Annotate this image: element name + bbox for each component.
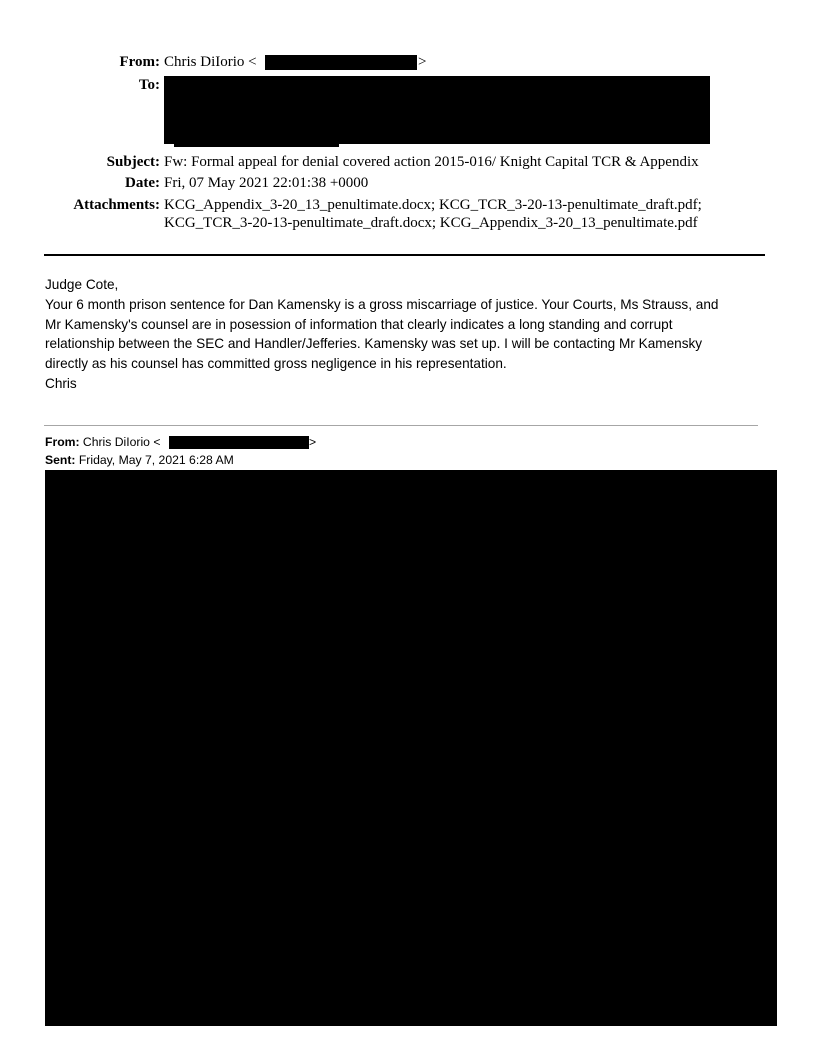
attachments-label: Attachments: <box>73 197 160 213</box>
forwarded-sent-value: Friday, May 7, 2021 6:28 AM <box>75 453 234 467</box>
body-line: Chris <box>45 375 77 391</box>
from-suffix: > <box>418 54 427 70</box>
forwarded-from-suffix: > <box>309 435 317 449</box>
attachments-row-2 <box>0 213 780 233</box>
date-row <box>0 173 780 193</box>
subject-value: Fw: Formal appeal for denial covered action 2015-016/ Knight Capital TCR & Appendix <box>164 154 699 170</box>
body-line: Your 6 month prison sentence for Dan Kamensky is a gross miscarriage of justice. Your Courts, Ms Strauss, and <box>45 296 719 312</box>
redaction-forwarded-email <box>169 436 309 449</box>
attachments-line-1[interactable]: KCG_Appendix_3-20_13_penultimate.docx; KCG_TCR_3-20-13-penultimate_draft.pdf; <box>164 197 702 213</box>
subject-row <box>0 152 780 172</box>
forwarded-from-label: From: <box>45 435 80 449</box>
date-value: Fri, 07 May 2021 22:01:38 +0000 <box>164 175 369 191</box>
body-line: Mr Kamensky's counsel are in posession of information that clearly indicates a long standing and corrupt <box>45 316 673 332</box>
to-label: To: <box>138 77 160 93</box>
redaction-forwarded-body <box>45 470 777 1026</box>
header-divider <box>44 254 765 256</box>
forwarded-sent-label: Sent: <box>45 453 76 467</box>
body-line: directly as his counsel has committed gross negligence in his representation. <box>45 356 507 372</box>
redaction-to-tail <box>174 140 339 147</box>
attachments-row <box>0 195 780 215</box>
attachments-line-2[interactable]: KCG_TCR_3-20-13-penultimate_draft.docx; KCG_Appendix_3-20_13_penultimate.pdf <box>164 215 698 231</box>
message-body <box>45 275 765 394</box>
from-value <box>164 52 257 72</box>
forwarded-from-name: Chris DiIorio < <box>79 435 161 449</box>
date-label: Date: <box>125 175 160 191</box>
forwarded-from-row <box>45 434 160 450</box>
body-line: relationship between the SEC and Handler/Jefferies. Kamensky was set up. I will be contacting Mr Kamensky <box>45 336 703 352</box>
from-label: From: <box>119 54 160 70</box>
forwarded-sent-row <box>45 452 234 468</box>
subject-label: Subject: <box>106 154 160 170</box>
forward-divider <box>44 425 758 426</box>
redaction-from-email <box>265 55 417 70</box>
from-name: Chris DiIorio < <box>164 54 257 70</box>
body-line: Judge Cote, <box>45 277 119 292</box>
redaction-to-recipients <box>164 76 710 144</box>
